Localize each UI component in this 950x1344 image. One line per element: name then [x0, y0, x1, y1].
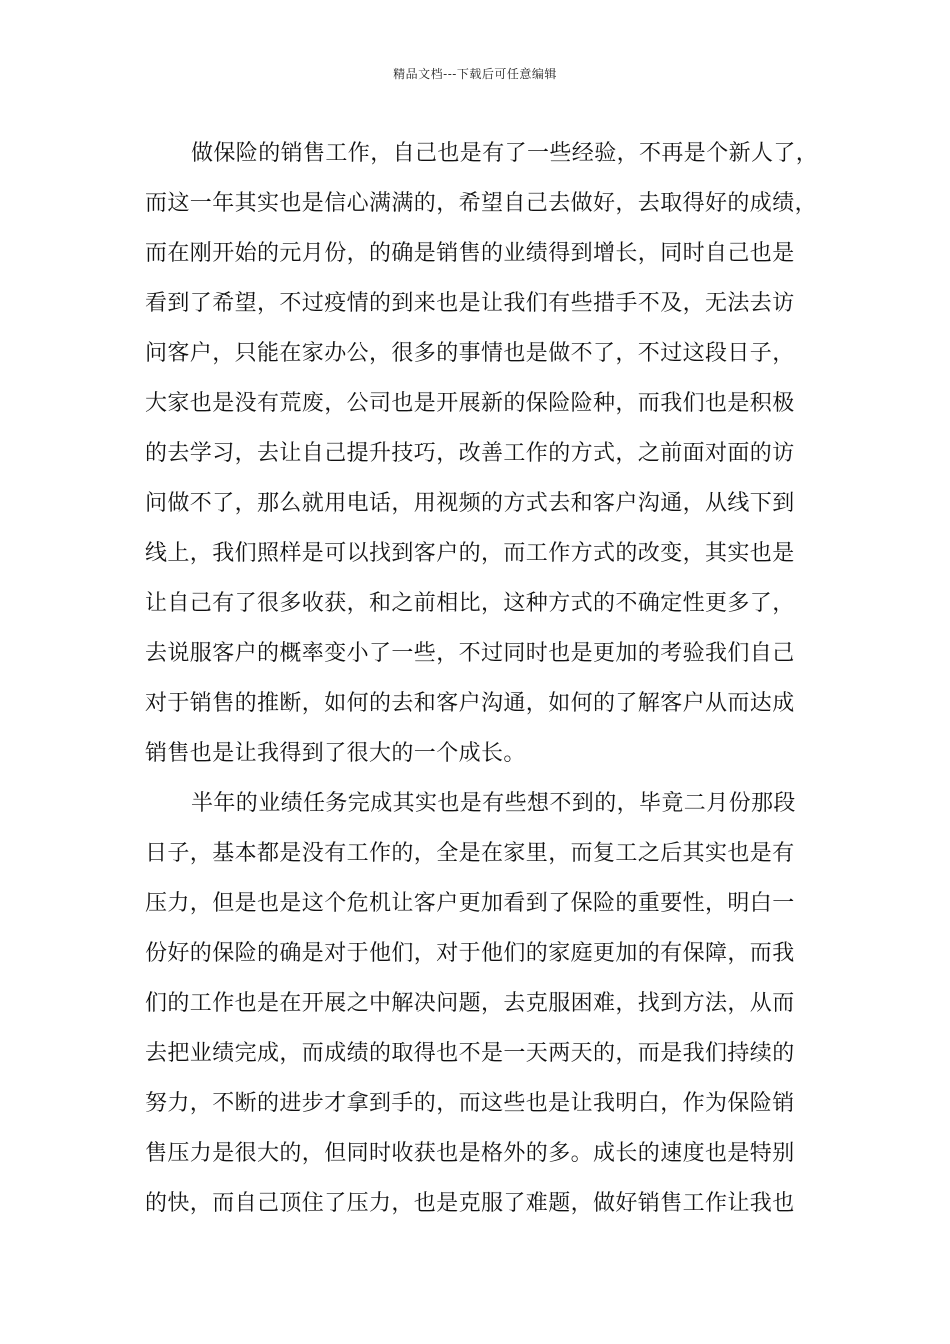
paragraph-line: 日子，基本都是没有工作的，全是在家里，而复工之后其实也是有	[145, 841, 795, 866]
paragraph-line: 而这一年其实也是信心满满的，希望自己去做好，去取得好的成绩，	[145, 191, 818, 216]
paragraph-line: 压力，但是也是这个危机让客户更加看到了保险的重要性，明白一	[145, 891, 795, 916]
paragraph-line: 去把业绩完成，而成绩的取得也不是一天两天的，而是我们持续的	[145, 1041, 795, 1066]
paragraph-line: 而在刚开始的元月份，的确是销售的业绩得到增长，同时自己也是	[145, 241, 795, 266]
paragraph-1	[145, 129, 825, 779]
paragraph-line: 看到了希望，不过疫情的到来也是让我们有些措手不及，无法去访	[145, 291, 795, 316]
paragraph-line: 让自己有了很多收获，和之前相比，这种方式的不确定性更多了，	[145, 591, 795, 616]
paragraph-line: 的快，而自己顶住了压力，也是克服了难题，做好销售工作让我也	[145, 1191, 795, 1216]
paragraph-2	[145, 779, 825, 1229]
paragraph-line: 售压力是很大的，但同时收获也是格外的多。成长的速度也是特别	[145, 1141, 795, 1166]
paragraph-line: 努力，不断的进步才拿到手的，而这些也是让我明白，作为保险销	[145, 1091, 795, 1116]
paragraph-line: 问客户，只能在家办公，很多的事情也是做不了，不过这段日子，	[145, 341, 795, 366]
paragraph-line: 们的工作也是在开展之中解决问题，去克服困难，找到方法，从而	[145, 991, 795, 1016]
paragraph-line: 做保险的销售工作，自己也是有了一些经验，不再是个新人了，	[191, 141, 819, 166]
document-body	[145, 129, 825, 1229]
paragraph-line: 线上，我们照样是可以找到客户的，而工作方式的改变，其实也是	[145, 541, 795, 566]
paragraph-line: 的去学习，去让自己提升技巧，改善工作的方式，之前面对面的访	[145, 441, 795, 466]
paragraph-line: 大家也是没有荒废，公司也是开展新的保险险种，而我们也是积极	[145, 391, 795, 416]
paragraph-line: 去说服客户的概率变小了一些，不过同时也是更加的考验我们自己	[145, 641, 795, 666]
paragraph-line: 半年的业绩任务完成其实也是有些想不到的，毕竟二月份那段	[191, 791, 796, 816]
paragraph-line: 份好的保险的确是对于他们，对于他们的家庭更加的有保障，而我	[145, 941, 795, 966]
paragraph-line: 问做不了，那么就用电话，用视频的方式去和客户沟通，从线下到	[145, 491, 795, 516]
paragraph-line: 销售也是让我得到了很大的一个成长。	[145, 741, 526, 766]
paragraph-line: 对于销售的推断，如何的去和客户沟通，如何的了解客户从而达成	[145, 691, 795, 716]
page-header: 精品文档---下载后可任意编辑	[393, 67, 557, 81]
